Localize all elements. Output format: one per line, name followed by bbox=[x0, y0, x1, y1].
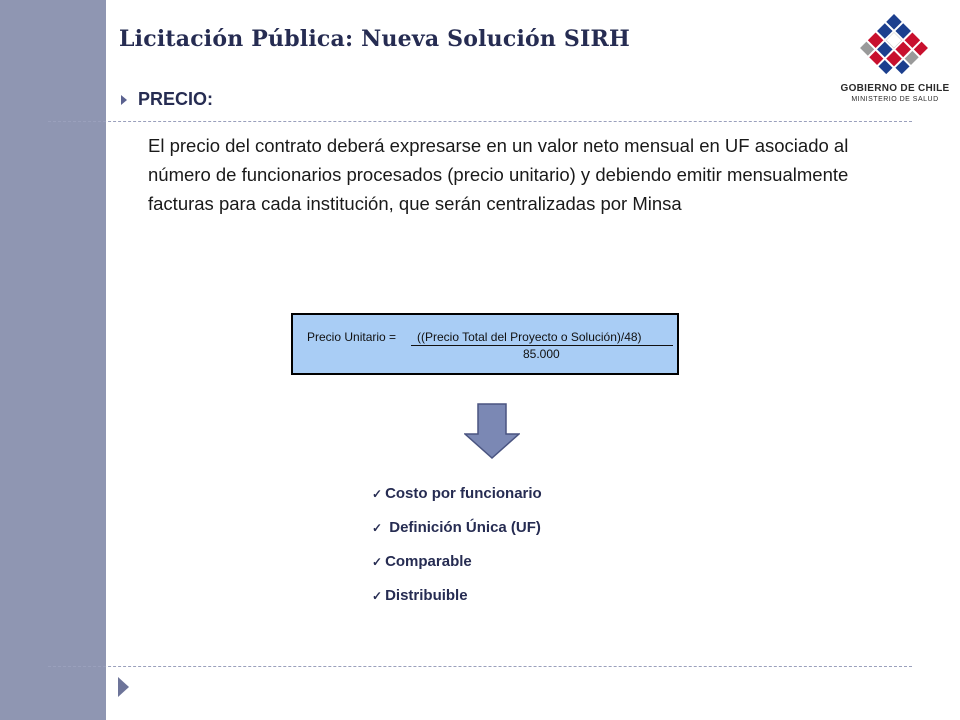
section-heading bbox=[121, 89, 213, 110]
top-divider bbox=[48, 121, 912, 122]
price-paragraph: El precio del contrato deberá expresarse en un valor neto mensual en UF asociado al número de funcionarios procesados (precio unitario) y debiendo emitir mensualmente facturas para cada institución, que serán centralizadas por Minsa bbox=[148, 135, 849, 214]
list-item-label: Costo por funcionario bbox=[385, 485, 542, 502]
section-heading-label: PRECIO: bbox=[138, 89, 214, 109]
left-sidebar bbox=[0, 0, 106, 720]
benefits-checklist bbox=[372, 484, 542, 620]
formula-label: Precio Unitario = bbox=[307, 330, 397, 344]
formula-denominator: 85.000 bbox=[523, 347, 560, 361]
fraction-line bbox=[411, 345, 673, 346]
list-item bbox=[372, 552, 542, 586]
checkmark-icon: ✓ bbox=[372, 521, 383, 535]
checkmark-icon: ✓ bbox=[372, 555, 383, 569]
triangle-right-icon[interactable] bbox=[118, 677, 129, 697]
logo-line-1: GOBIERNO DE CHILE bbox=[840, 83, 950, 94]
list-item-label: Definición Única (UF) bbox=[385, 519, 541, 536]
formula-numerator: ((Precio Total del Proyecto o Solución)/48) bbox=[417, 330, 642, 344]
formula-box bbox=[291, 313, 679, 375]
slide-title: Licitación Pública: Nueva Solución SIRH bbox=[119, 26, 630, 52]
list-item bbox=[372, 586, 542, 620]
bottom-divider bbox=[48, 666, 912, 667]
logo-line-2: MINISTERIO DE SALUD bbox=[851, 96, 939, 103]
checkmark-icon: ✓ bbox=[372, 589, 383, 603]
triangle-right-icon bbox=[121, 95, 127, 105]
list-item-label: Distribuible bbox=[385, 587, 468, 604]
checkmark-icon: ✓ bbox=[372, 487, 383, 501]
list-item bbox=[372, 518, 542, 552]
list-item-label: Comparable bbox=[385, 553, 472, 570]
arrow-down-icon bbox=[464, 403, 520, 459]
list-item bbox=[372, 484, 542, 518]
